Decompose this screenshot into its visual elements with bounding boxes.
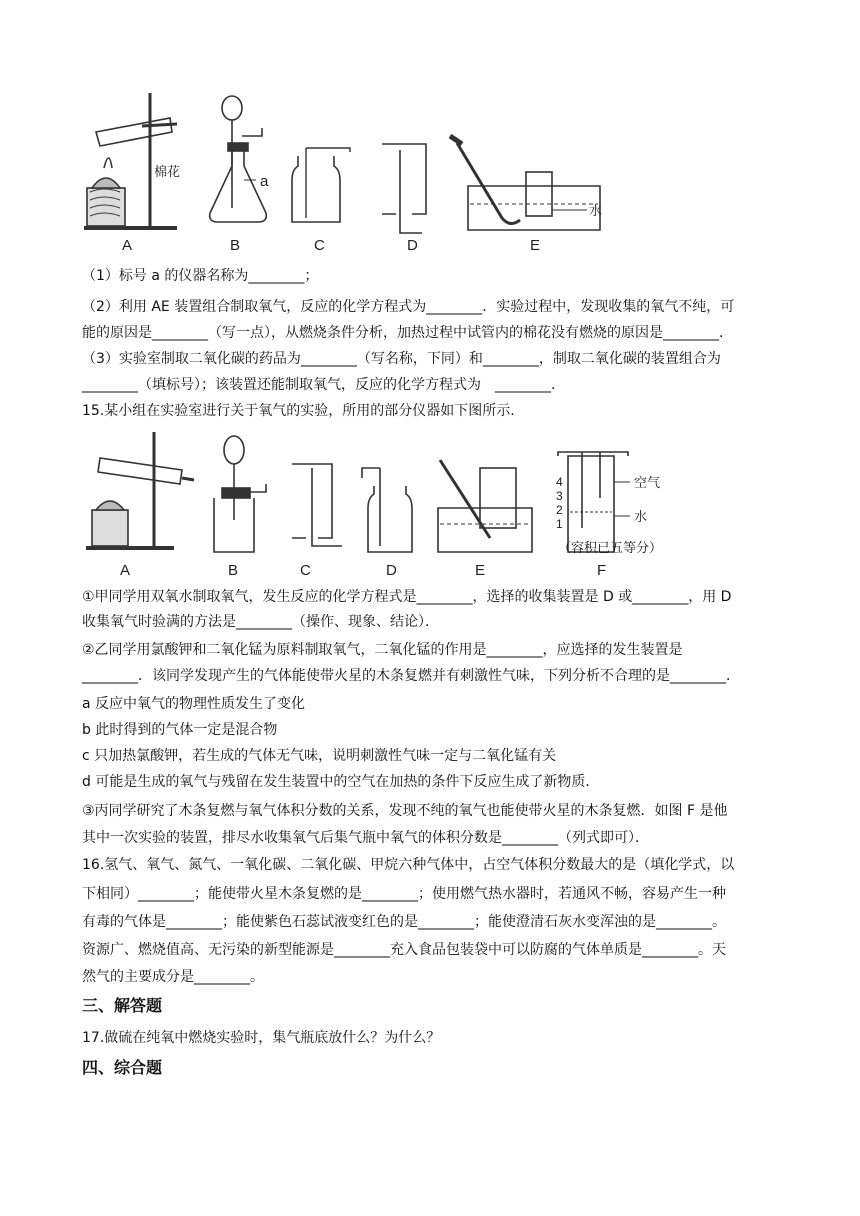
q15-option-d: d 可能是生成的氧气与残留在发生装置中的空气在加热的条件下反应生成了新物质． [82,774,600,790]
q14-line-3: 能的原因是________（写一点），从燃烧条件分析，加热过程中试管内的棉花没有燃烧的原因是________． [82,325,733,341]
fig2-scale-2: 2 [556,503,563,517]
fig2-scale-1: 1 [556,517,563,531]
q15-option-c: c 只加热氯酸钾，若生成的气体无气味，说明刺激性气味一定与二氧化锰有关 [82,748,557,764]
fig1-label-C: C [314,237,325,254]
fig2-labels-svg [82,560,682,580]
fig1-label-D: D [407,237,418,254]
q15-part1-line-b: 收集氧气时验满的方法是________（操作、现象、结论）． [82,614,439,630]
section-3-heading: 三、解答题 [82,996,163,1015]
fig1-a-label: a [260,173,269,190]
fig2-water-label: 水 [634,510,648,525]
apparatus-drawing-1 [82,88,607,260]
fig2-label-D: D [386,562,397,579]
fig1-label-B: B [230,237,241,254]
fig1-cotton-label: 棉花 [154,165,181,180]
q16-line-5: 然气的主要成分是________。 [82,969,264,985]
fig2-label-A-visible: A [120,562,131,579]
fig2-label-C: C [300,562,311,579]
q15-part2-line-a: ②乙同学用氯酸钾和二氧化锰为原料制取氧气，二氧化锰的作用是________，应选择的发生装置是 [82,642,683,658]
q14-line-2: （2）利用 AE 装置组合制取氧气，反应的化学方程式为________．实验过程中，发现收集的氧气不纯，可 [82,299,735,315]
fig2-label-B: B [228,562,239,579]
section-4-heading: 四、综合题 [82,1058,163,1077]
q16-line-4: 资源广、燃烧值高、无污染的新型能源是________充入食品包装袋中可以防腐的气体单质是________。天 [82,942,726,958]
apparatus-figure-1 [82,88,607,260]
q14-line-1: （1）标号 a 的仪器名称为________； [82,268,319,284]
q15-option-b: b 此时得到的气体一定是混合物 [82,722,278,738]
q17-text: 17.做硫在纯氧中燃烧实验时，集气瓶底放什么？为什么？ [82,1030,441,1046]
q16-line-3: 有毒的气体是________；能使紫色石蕊试液变红色的是________；能使澄清石灰水变浑浊的是________。 [82,914,726,930]
q16-line-2: 下相同）________；能使带火星木条复燃的是________；使用燃气热水器时，若通风不畅，容易产生一种 [82,886,726,902]
fig1-label-E: E [530,237,541,254]
q15-part3-line-a: ③丙同学研究了木条复燃与氧气体积分数的关系，发现不纯的氧气也能使带火星的木条复燃．如图 F 是他 [82,803,728,819]
q15-part2-line-b: ________．该同学发现产生的气体能使带火星的木条复燃并有刺激性气味，下列分析不合理的是________． [82,668,740,684]
fig2-air-label: 空气 [634,476,661,491]
fig1-label-A: A [122,237,133,254]
fig2-caption: （容积已五等分） [558,541,663,556]
fig2-label-F: F [597,562,607,579]
q14-line-4: （3）实验室制取二氧化碳的药品为________（写名称，下同）和________，制取二氧化碳的装置组合为 [82,351,721,367]
fig2-scale-3: 3 [556,489,563,503]
q15-option-a: a 反应中氧气的物理性质发生了变化 [82,696,306,712]
fig2-label-E: E [475,562,486,579]
q15-stem: 15.某小组在实验室进行关于氧气的实验，所用的部分仪器如下图所示. [82,403,515,419]
fig2-scale-4: 4 [556,475,563,489]
q15-part1-line-a: ①甲同学用双氧水制取氧气，发生反应的化学方程式是________，选择的收集装置是 D 或________，用 D [82,589,732,605]
fig1-water-label: 水 [589,204,603,219]
q16-line-1: 16.氢气、氧气、氮气、一氧化碳、二氧化碳、甲烷六种气体中，占空气体积分数最大的是（填化学式，以 [82,857,735,873]
fig2-labels-row [82,560,682,580]
q15-part3-line-b: 其中一次实验的装置，排尽水收集氧气后集气瓶中氧气的体积分数是________（列式即可）． [82,830,649,846]
q14-line-5: ________（填标号）；该装置还能制取氧气，反应的化学方程式为 ________． [82,377,565,393]
